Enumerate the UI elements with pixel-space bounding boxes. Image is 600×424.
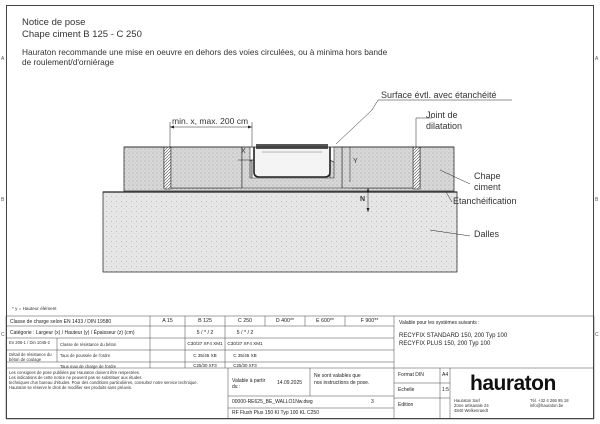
thrust-label: Taux de poussée de l'ordre	[60, 353, 111, 358]
slab-layer	[103, 192, 457, 272]
x-mark: X	[241, 148, 246, 155]
systems-heading: Valable pour les systèmes suivants :	[399, 320, 480, 326]
intro-line-2: de roulement/d'orniérage	[22, 57, 114, 67]
chape-label-line2: ciment	[474, 182, 501, 192]
surface-layer	[171, 147, 242, 188]
system-plus: RECYFIX PLUS 150, 200 Typ 100	[399, 341, 491, 347]
category-label: Catégorie : Largeur (x) / Hauteur (y) / Épaisseur (z) (cm)	[10, 330, 135, 336]
joint-label-line1: Joint de	[426, 110, 458, 120]
thrust-b125: C 35/45 XB	[193, 353, 217, 358]
load-class-f900: F 900**	[360, 318, 379, 324]
phone: Tél. +32 4 266 95 18	[530, 398, 569, 403]
intro-line-1: Hauraton recommande une mise en oeuvre en dehors des voies circulées, ou à minima hors bande	[22, 47, 388, 57]
page-title: Notice de pose	[22, 17, 86, 28]
format-label: Format DIN	[398, 372, 424, 378]
max-load-label: Taux max de charge de l'ordre	[60, 363, 117, 369]
scale-label: Echelle	[398, 387, 415, 393]
dimension-label: min. x, max. 200 cm	[172, 116, 249, 126]
drawing-title: RF Flush Plus 150 KI Typ 100 KL C250	[232, 410, 319, 416]
n-mark: N	[360, 196, 366, 203]
scale-value: 1:5	[442, 387, 449, 393]
casting-label: Détail de résistance du béton de coulage	[9, 352, 52, 362]
email: info@hauraton.be	[530, 403, 564, 408]
chape-label-line1: Chape	[474, 171, 501, 181]
format-value: A4	[442, 372, 449, 378]
legal-line-2: Les indications de cette notice ne peuvent pas se substituer aux études	[9, 375, 142, 380]
dimension-arrow-right	[248, 126, 252, 129]
max-load-c250: C25/30 XF3	[233, 363, 257, 368]
hauraton-logo: hauraton	[470, 372, 556, 395]
drainage-channel	[254, 147, 330, 177]
system-standard: RECYFIX STANDARD 150, 200 Typ 100	[399, 333, 508, 339]
legal-line-3: techniques d'un bureau d'études. Pour des conditions particulières, consultez notre service technique.	[9, 380, 198, 385]
edge-mark-left-a: A	[1, 56, 5, 62]
edge-mark-left-b: B	[1, 197, 5, 203]
validity-note-2: nos instructions de pose.	[314, 380, 370, 386]
category-b125: 5 / * / 2	[196, 330, 214, 336]
page-subtitle: Chape ciment B 125 - C 250	[22, 29, 142, 40]
category-c250: 5 / * / 2	[236, 330, 254, 336]
legal-line-4: Hauraton se réserve le droit de modifier ses produits sans préavis.	[9, 385, 133, 390]
load-class-c250: C 250	[237, 318, 253, 324]
thrust-c250: C 35/45 XB	[233, 353, 257, 358]
max-load-b125: C25/30 XF3	[193, 363, 217, 368]
load-class-b125: B 125	[198, 318, 212, 324]
joint-label-line2: dilatation	[426, 121, 463, 131]
edge-mark-right-c: C	[595, 332, 599, 338]
load-class-e600: E 600**	[316, 318, 334, 324]
expansion-joint-left	[164, 147, 171, 189]
resistance-c250: C30/37 XF4 XM1	[227, 341, 263, 346]
leader-surface	[336, 100, 512, 144]
validity-note-1: Ne sont valables que	[314, 373, 361, 379]
channel-grate	[256, 144, 328, 149]
surface-layer-right	[342, 147, 413, 188]
expansion-joint-right	[413, 147, 420, 189]
surface-label: Surface évtl. avec étanchéité	[381, 90, 497, 100]
valid-from-label: Valable à partir du :	[232, 378, 266, 390]
footnote: * y = Hauteur élément	[12, 306, 57, 311]
edge-mark-right-a: A	[595, 56, 599, 62]
etancheification-label: Etanchéification	[453, 196, 517, 206]
drawing-number: 00000-RE625_BE_WALLO1Nw.dwg	[232, 399, 313, 405]
edge-mark-left-c: C	[1, 332, 5, 338]
load-class-a15: A 15	[162, 318, 173, 324]
load-class-d400: D 400**	[275, 318, 295, 324]
dalles-label: Dalles	[474, 229, 500, 239]
load-class-label: Classe de charge selon EN 1433 / DIN 19580	[10, 319, 112, 325]
address-line-3: 4840 Welkenraedt	[454, 408, 488, 413]
address-line-2: Zone artisanale 24	[454, 403, 489, 408]
resistance-label: Classe de résistance du béton	[60, 342, 117, 347]
edition-label: Edition	[398, 402, 414, 408]
resistance-b125: C30/37 XF4 XM1	[187, 341, 223, 346]
edge-mark-right-b: B	[595, 197, 599, 203]
norm-label: En 206-1 / Din 1045-2	[9, 340, 50, 345]
address-line-1: Hauraton Sarl	[454, 398, 480, 403]
y-mark: Y	[353, 158, 358, 165]
legal-line-1: Les consignes de pose publiées par Hauraton doivent être respectées.	[9, 370, 141, 375]
revision: 3	[371, 399, 374, 405]
valid-from-date: 14.09.2025	[277, 380, 303, 386]
